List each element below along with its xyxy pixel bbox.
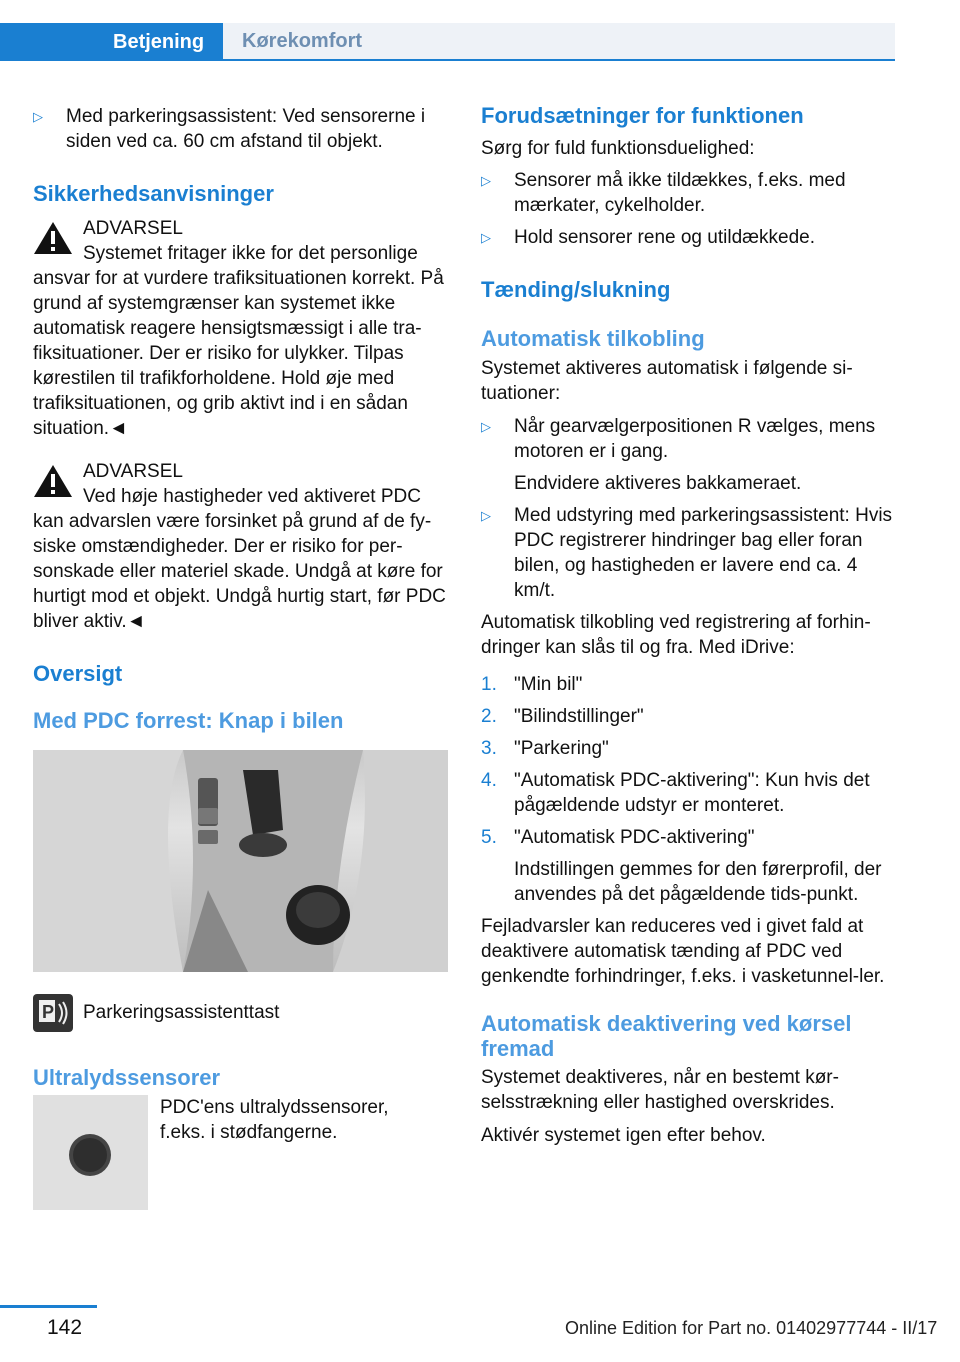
list-item <box>481 225 895 250</box>
right-column <box>481 100 895 1148</box>
car-console-image <box>33 750 448 972</box>
list-item <box>481 503 895 603</box>
header-tabs <box>0 23 895 61</box>
left-column <box>33 100 448 1215</box>
list-item <box>481 736 895 761</box>
step-text: "Automatisk PDC-aktivering": Kun hvis det pågældende udstyr er monteret. <box>514 770 870 816</box>
list-item <box>33 104 448 154</box>
prereq-intro: Sørg for fuld funktionsduelighed: <box>481 138 755 159</box>
auto-on-heading: Automatisk tilkobling <box>481 326 705 351</box>
bullet-text: Med udstyring med parkeringsassistent: Hvis PDC registrerer hindringer bag eller foran bilen, og hastigheden er lavere end ca. 4 km/t. <box>514 505 893 601</box>
ultrasonic-sensor-image <box>33 1095 148 1210</box>
sensors-text: PDC'ens ultralydssensorer, f.eks. i stødfangerne. <box>160 1097 389 1143</box>
tab-korekomfort <box>223 23 895 61</box>
svg-text:P: P <box>42 1002 55 1022</box>
sensors-heading: Ultralydssensorer <box>33 1065 221 1090</box>
warning-block-2 <box>33 459 448 634</box>
step-number: 1. <box>481 674 497 695</box>
step-number: 2. <box>481 706 497 727</box>
triangle-bullet-icon: ▷ <box>481 230 491 245</box>
list-item <box>481 672 895 697</box>
pdc-heading: Med PDC forrest: Knap i bilen <box>33 708 344 733</box>
triangle-bullet-icon: ▷ <box>481 173 491 188</box>
list-item <box>481 825 895 850</box>
car-interior-photo <box>33 750 448 972</box>
step-extra: Indstillingen gemmes for den førerprofil, der anvendes på det pågældende tids-punkt. <box>514 859 882 905</box>
page-number: 142 <box>47 1316 83 1339</box>
steps-list <box>481 672 895 907</box>
warning-title: ADVARSEL <box>83 218 183 239</box>
triangle-bullet-icon: ▷ <box>33 109 43 124</box>
auto-on-paragraph: Automatisk tilkobling ved registrering af forhin-dringer kan slås til og fra. Med iDrive: <box>481 612 871 658</box>
warning-triangle-icon <box>33 463 73 499</box>
button-caption-row <box>33 994 448 1036</box>
auto-off-paragraph-2: Aktivér systemet igen efter behov. <box>481 1125 766 1146</box>
overview-heading: Oversigt <box>33 661 123 686</box>
step-number: 3. <box>481 738 497 759</box>
tab-betjening-label: Betjening <box>113 30 205 53</box>
bullet-text: Hold sensorer rene og utildækkede. <box>514 227 816 248</box>
onoff-heading: Tænding/slukning <box>481 277 671 302</box>
auto-off-heading: Automatisk deaktivering ved kørsel fremad <box>481 1011 852 1061</box>
warning-first-line: Systemet fritager ikke for det personlige <box>83 243 418 264</box>
bullet-extra: Endvidere aktiveres bakkameraet. <box>514 473 802 494</box>
step-number: 5. <box>481 827 497 848</box>
auto-on-intro: Systemet aktiveres automatisk i følgende si-tuationer: <box>481 358 853 404</box>
safety-heading: Sikkerhedsanvisninger <box>33 181 274 206</box>
tab-betjening <box>0 23 223 61</box>
auto-off-paragraph: Systemet deaktiveres, når en bestemt kør-selsstrækning eller hastighed overskrides. <box>481 1067 839 1113</box>
parking-assist-button-icon <box>33 994 73 1032</box>
triangle-bullet-icon: ▷ <box>481 508 491 523</box>
fault-paragraph: Fejladvarsler kan reduceres ved i givet fald at deaktivere automatisk tænding af PDC ved genkendte forhindringer, f.eks. i vasketunnel-ler. <box>481 916 885 987</box>
step-number: 4. <box>481 770 497 791</box>
warning-block-1 <box>33 216 448 441</box>
warning-body: ansvar for at vurdere trafiksituationen korrekt. På grund af systemgrænser kan systemet ikke automatisk reagere hensigtsmæssigt i alle tra-fiksituationer. Der er risiko for ulykker. Tilpas kørestilen til trafikforholdene. Hold øje med trafiksituationen, og grib aktivt ind i en sådan situation.◄ <box>33 268 444 439</box>
list-item <box>481 168 895 218</box>
bullet-text: Med parkeringsassistent: Ved sensorerne i siden ved ca. 60 cm afstand til objekt. <box>66 106 426 152</box>
sensor-photo <box>33 1095 148 1210</box>
warning-title: ADVARSEL <box>83 461 183 482</box>
list-item <box>481 704 895 729</box>
warning-first-line: Ved høje hastigheder ved aktiveret PDC <box>83 486 421 507</box>
prereq-heading: Forudsætninger for funktionen <box>481 103 804 128</box>
step-text: "Bilindstillinger" <box>514 706 644 727</box>
tab-korekomfort-label: Kørekomfort <box>242 29 363 52</box>
step-text: "Parkering" <box>514 738 609 759</box>
button-caption: Parkeringsassistenttast <box>83 1002 280 1023</box>
list-item <box>481 414 895 464</box>
warning-triangle-icon <box>33 220 73 256</box>
bullet-text: Sensorer må ikke tildækkes, f.eks. med mærkater, cykelholder. <box>514 170 846 216</box>
warning-body: kan advarslen være forsinket på grund af de fy-siske omstændigheder. Der er risiko for per-sonskade eller materiel skade. Undgå at køre for hurtigt mod et objekt. Undgå hurtig start, før PDC bliver aktiv.◄ <box>33 511 446 632</box>
step-text: "Automatisk PDC-aktivering" <box>514 827 755 848</box>
step-text: "Min bil" <box>514 674 583 695</box>
sensor-row <box>33 1095 448 1215</box>
triangle-bullet-icon: ▷ <box>481 419 491 434</box>
bullet-text: Når gearvælgerpositionen R vælges, mens motoren er i gang. <box>514 416 876 462</box>
list-item <box>481 768 895 818</box>
footer-rule <box>0 1305 97 1308</box>
edition-text: Online Edition for Part no. 01402977744 - II/17 <box>565 1318 938 1338</box>
